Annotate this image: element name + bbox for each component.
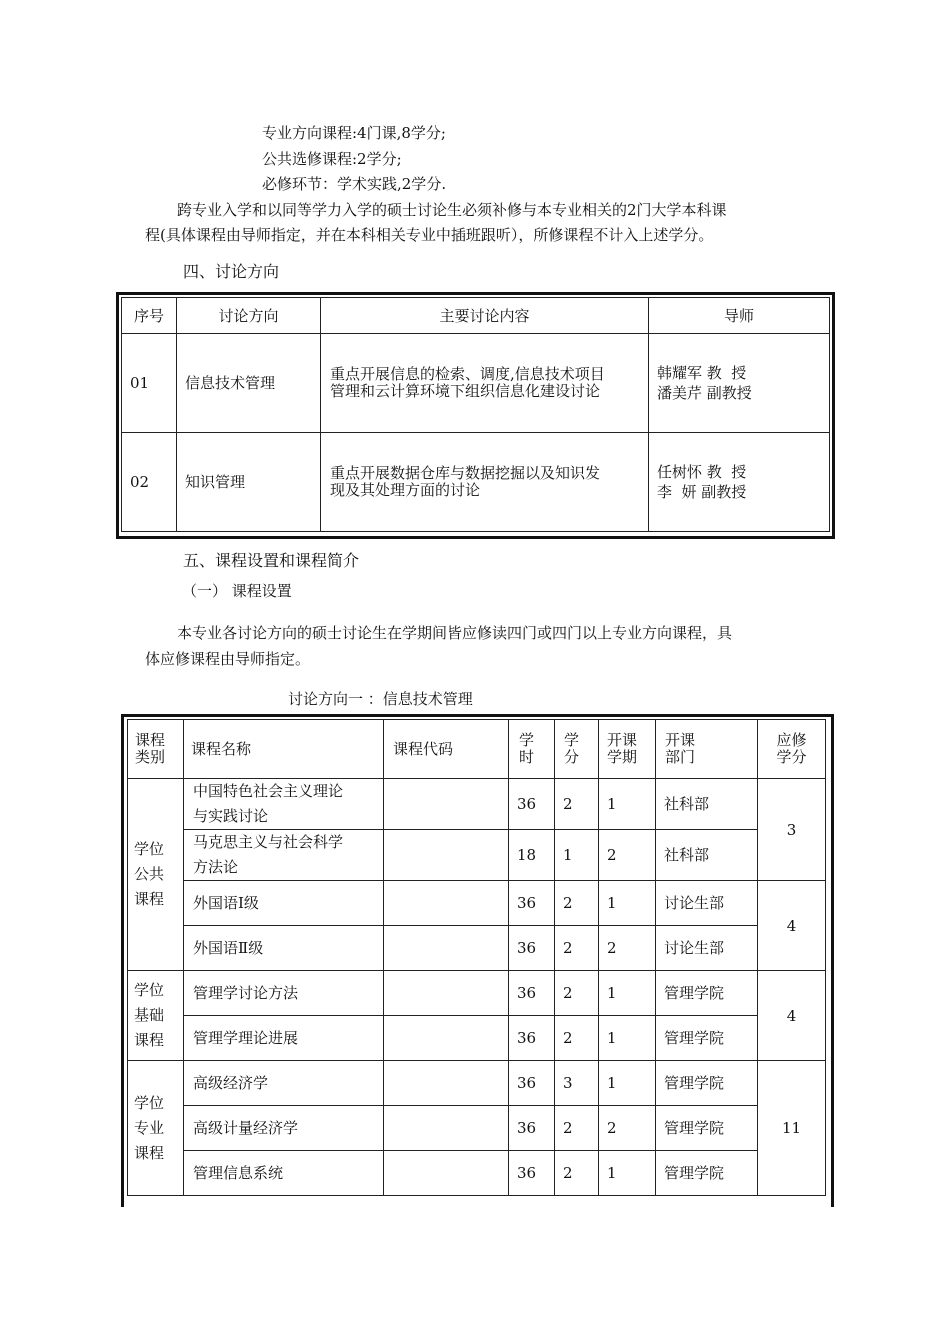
course-name xyxy=(184,830,384,881)
header-required-credits xyxy=(758,720,826,779)
course-code xyxy=(384,1151,509,1196)
header-text: 学 xyxy=(519,731,535,749)
course-hours: 36 xyxy=(509,1106,555,1151)
course-code xyxy=(384,881,509,926)
course-term: 1 xyxy=(599,1061,656,1106)
course-row xyxy=(128,881,826,926)
header-text: 课程 xyxy=(135,731,166,749)
course-row xyxy=(128,926,826,971)
header-advisor: 导师 xyxy=(649,298,830,334)
category-text: 学位 xyxy=(134,1093,165,1112)
course-department: 管理学院 xyxy=(656,1061,758,1106)
course-department: 管理学院 xyxy=(656,971,758,1016)
course-name: 外国语Ⅱ级 xyxy=(184,926,384,971)
course-hours: 18 xyxy=(509,830,555,881)
section-five-title: 五、课程设置和课程简介 xyxy=(183,551,360,570)
direction-content-line: 现及其处理方面的讨论 xyxy=(330,481,481,499)
course-credit: 3 xyxy=(555,1061,599,1106)
course-row xyxy=(128,1061,826,1106)
header-term xyxy=(599,720,656,779)
header-hours xyxy=(509,720,555,779)
header-category xyxy=(128,720,184,779)
course-name: 外国语Ⅰ级 xyxy=(184,881,384,926)
direction-content-line: 重点开展数据仓库与数据挖掘以及知识发 xyxy=(330,464,601,482)
course-code xyxy=(384,779,509,830)
course-department: 社科部 xyxy=(656,779,758,830)
course-term: 2 xyxy=(599,1106,656,1151)
course-term: 1 xyxy=(599,1151,656,1196)
header-course-name: 课程名称 xyxy=(184,720,384,779)
header-content: 主要讨论内容 xyxy=(321,298,649,334)
direction-content xyxy=(321,334,649,433)
course-term: 2 xyxy=(599,926,656,971)
course-credit: 2 xyxy=(555,1151,599,1196)
header-text: 分 xyxy=(564,748,580,766)
course-department: 管理学院 xyxy=(656,1106,758,1151)
header-text: 学 xyxy=(564,731,580,749)
required-credits: 4 xyxy=(758,971,826,1061)
direction-no: 01 xyxy=(122,334,177,433)
course-credit: 2 xyxy=(555,779,599,830)
direction-table xyxy=(121,297,830,532)
course-hours: 36 xyxy=(509,926,555,971)
course-term: 2 xyxy=(599,830,656,881)
category-specialized xyxy=(128,1061,184,1196)
direction-name: 知识管理 xyxy=(177,433,321,532)
course-name-line: 中国特色社会主义理论 xyxy=(193,782,344,800)
header-text: 开课 xyxy=(665,731,696,749)
course-term: 1 xyxy=(599,881,656,926)
required-credits: 3 xyxy=(758,779,826,881)
course-paragraph-line1: 本专业各讨论方向的硕士讨论生在学期间皆应修读四门或四门以上专业方向课程，具 xyxy=(177,624,733,642)
course-credit: 2 xyxy=(555,1106,599,1151)
category-text: 学位 xyxy=(134,840,165,858)
course-department: 讨论生部 xyxy=(656,926,758,971)
course-term: 1 xyxy=(599,1016,656,1061)
course-row xyxy=(128,779,826,830)
course-row xyxy=(128,971,826,1016)
direction-name: 信息技术管理 xyxy=(177,334,321,433)
course-table xyxy=(127,719,826,1196)
course-code xyxy=(384,1016,509,1061)
course-name: 管理学理论进展 xyxy=(184,1016,384,1061)
advisor-line: 任树怀 教 授 xyxy=(657,463,747,481)
intro-line-elective-courses: 公共选修课程:2学分; xyxy=(262,150,402,168)
category-foundation xyxy=(128,971,184,1061)
category-text: 专业 xyxy=(134,1118,165,1137)
course-hours: 36 xyxy=(509,1151,555,1196)
direction-table-header xyxy=(122,298,830,334)
direction-no: 02 xyxy=(122,433,177,532)
course-department: 讨论生部 xyxy=(656,881,758,926)
course-row xyxy=(128,830,826,881)
header-text: 时 xyxy=(519,748,535,766)
course-hours: 36 xyxy=(509,1016,555,1061)
course-department: 管理学院 xyxy=(656,1016,758,1061)
category-public xyxy=(128,779,184,971)
direction-advisors xyxy=(649,433,830,532)
header-text: 学分 xyxy=(776,748,807,766)
intro-line-major-courses: 专业方向课程:4门课,8学分; xyxy=(262,124,446,142)
course-name-line: 马克思主义与社会科学 xyxy=(193,833,344,851)
course-code xyxy=(384,1106,509,1151)
subsection-course-setup: （一） 课程设置 xyxy=(182,582,292,600)
required-credits: 4 xyxy=(758,881,826,971)
course-hours: 36 xyxy=(509,1061,555,1106)
course-row xyxy=(128,1016,826,1061)
course-hours: 36 xyxy=(509,779,555,830)
course-paragraph-line2: 体应修课程由导师指定。 xyxy=(145,650,311,668)
course-code xyxy=(384,926,509,971)
section-four-title: 四、讨论方向 xyxy=(183,262,280,281)
intro-line-required-practice: 必修环节：学术实践,2学分. xyxy=(262,175,447,193)
header-text: 应修 xyxy=(776,731,807,749)
header-text: 学期 xyxy=(607,748,638,766)
course-credit: 2 xyxy=(555,926,599,971)
advisor-line: 韩耀军 教 授 xyxy=(657,364,747,382)
category-text: 课程 xyxy=(134,1143,165,1162)
category-text: 课程 xyxy=(134,890,165,908)
course-name: 高级经济学 xyxy=(184,1061,384,1106)
advisor-line: 潘美芹 副教授 xyxy=(657,384,752,402)
course-name xyxy=(184,779,384,830)
course-credit: 2 xyxy=(555,1016,599,1061)
course-credit: 2 xyxy=(555,971,599,1016)
category-text: 学位 xyxy=(134,981,165,999)
course-department: 社科部 xyxy=(656,830,758,881)
course-name: 管理学讨论方法 xyxy=(184,971,384,1016)
course-name: 高级计量经济学 xyxy=(184,1106,384,1151)
direction-advisors xyxy=(649,334,830,433)
header-text: 开课 xyxy=(607,731,638,749)
direction-row xyxy=(122,433,830,532)
header-course-code: 课程代码 xyxy=(384,720,509,779)
header-text: 部门 xyxy=(665,748,696,766)
course-table-caption: 讨论方向一 ：信息技术管理 xyxy=(288,690,473,708)
intro-paragraph-line2: 程(具体课程由导师指定，并在本科相关专业中插班跟听），所修课程不计入上述学分。 xyxy=(145,226,714,244)
advisor-line: 李 妍 副教授 xyxy=(657,483,747,501)
course-name-line: 与实践讨论 xyxy=(193,807,269,825)
category-text: 基础 xyxy=(134,1006,165,1024)
course-row xyxy=(128,1151,826,1196)
direction-content-line: 重点开展信息的检索、调度,信息技术项目 xyxy=(330,365,605,383)
direction-content-line: 管理和云计算环境下组织信息化建设讨论 xyxy=(330,382,601,400)
header-direction: 讨论方向 xyxy=(177,298,321,334)
course-credit: 1 xyxy=(555,830,599,881)
course-row xyxy=(128,1106,826,1151)
course-code xyxy=(384,830,509,881)
course-hours: 36 xyxy=(509,971,555,1016)
required-credits: 11 xyxy=(758,1061,826,1196)
header-text: 类别 xyxy=(135,748,166,766)
direction-row xyxy=(122,334,830,433)
course-credit: 2 xyxy=(555,881,599,926)
category-text: 课程 xyxy=(134,1031,165,1049)
header-department xyxy=(656,720,758,779)
category-text: 公共 xyxy=(134,865,165,883)
header-no: 序号 xyxy=(122,298,177,334)
course-name-line: 方法论 xyxy=(193,858,239,876)
header-credit xyxy=(555,720,599,779)
course-code xyxy=(384,971,509,1016)
course-hours: 36 xyxy=(509,881,555,926)
course-code xyxy=(384,1061,509,1106)
course-term: 1 xyxy=(599,779,656,830)
course-table-header xyxy=(128,720,826,779)
intro-paragraph-line1: 跨专业入学和以同等学力入学的硕士讨论生必须补修与本专业相关的2门大学本科课 xyxy=(177,201,727,219)
course-department: 管理学院 xyxy=(656,1151,758,1196)
direction-content xyxy=(321,433,649,532)
course-term: 1 xyxy=(599,971,656,1016)
course-name: 管理信息系统 xyxy=(184,1151,384,1196)
